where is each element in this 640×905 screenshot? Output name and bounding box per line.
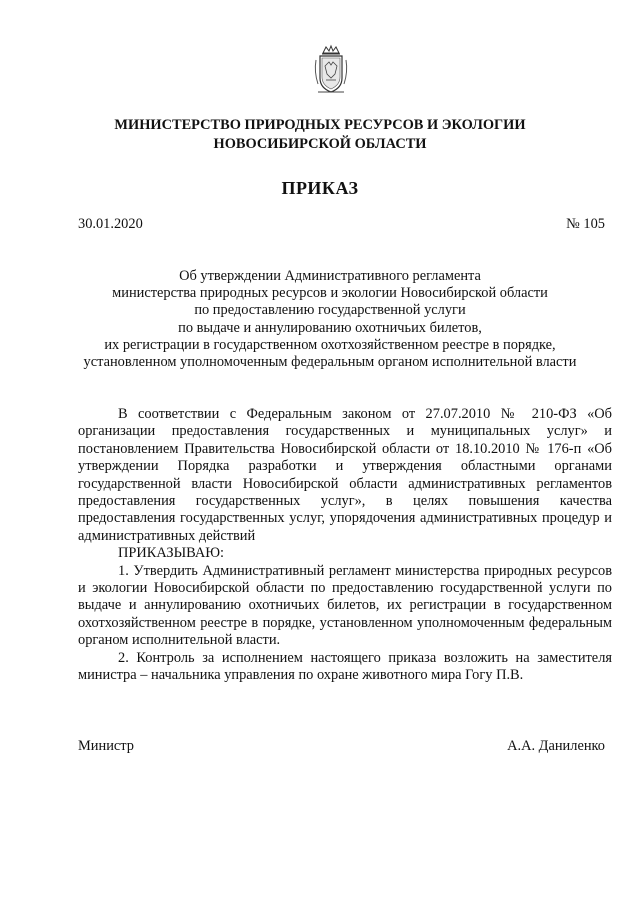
- order-item-1: 1. Утвердить Административный регламент министерства природных ресурсов и экологии Новосибирской области по предоставлению государственной услуги по выдаче и аннулированию охотничьих билетов, их регистрации в государственном охотхозяйственном реестре в порядке, установленном уполномоченным федеральным органом исполнительной власти.: [78, 562, 612, 649]
- order-subject: [60, 268, 600, 371]
- signer-name: А.А. Даниленко: [507, 738, 605, 754]
- subject-line: Об утверждении Административного регламента: [179, 268, 481, 284]
- order-item-2: 2. Контроль за исполнением настоящего приказа возложить на заместителя министра – начальника управления по охране животного мира Гогу П.В.: [78, 649, 612, 684]
- subject-line: министерства природных ресурсов и экологии Новосибирской области: [112, 285, 548, 302]
- document-number: № 105: [566, 216, 605, 232]
- ministry-line-2: НОВОСИБИРСКОЙ ОБЛАСТИ: [213, 136, 427, 152]
- coat-of-arms-icon: [312, 44, 350, 96]
- preamble-paragraph: В соответствии с Федеральным законом от 27.07.2010 № 210-ФЗ «Об организации предоставления государственных и муниципальных услуг» и постановлением Правительства Новосибирской области от 18.10.2010 № 176-п «Об утверждении Порядка разработки и утверждения областными органами государственной власти Новосибирской области административных регламентов предоставления государственных услуг», в целях повышения качества предоставления государственных услуг, упорядочения административных процедур и административных действий: [78, 406, 612, 544]
- ministry-line-1: МИНИСТЕРСТВО ПРИРОДНЫХ РЕСУРСОВ И ЭКОЛОГИИ: [114, 117, 526, 133]
- subject-line: по предоставлению государственной услуги: [194, 302, 466, 319]
- subject-line: установленном уполномоченным федеральным органом исполнительной власти: [83, 354, 577, 371]
- subject-line: по выдаче и аннулированию охотничьих билетов,: [178, 319, 482, 336]
- ministry-title: [60, 116, 580, 154]
- signer-role: Министр: [78, 738, 134, 754]
- document-date: 30.01.2020: [78, 216, 143, 232]
- order-word: ПРИКАЗЫВАЮ:: [118, 545, 225, 562]
- subject-line: их регистрации в государственном охотхозяйственном реестре в порядке,: [104, 336, 556, 353]
- document-type: ПРИКАЗ: [281, 178, 359, 198]
- order-body: [78, 406, 612, 685]
